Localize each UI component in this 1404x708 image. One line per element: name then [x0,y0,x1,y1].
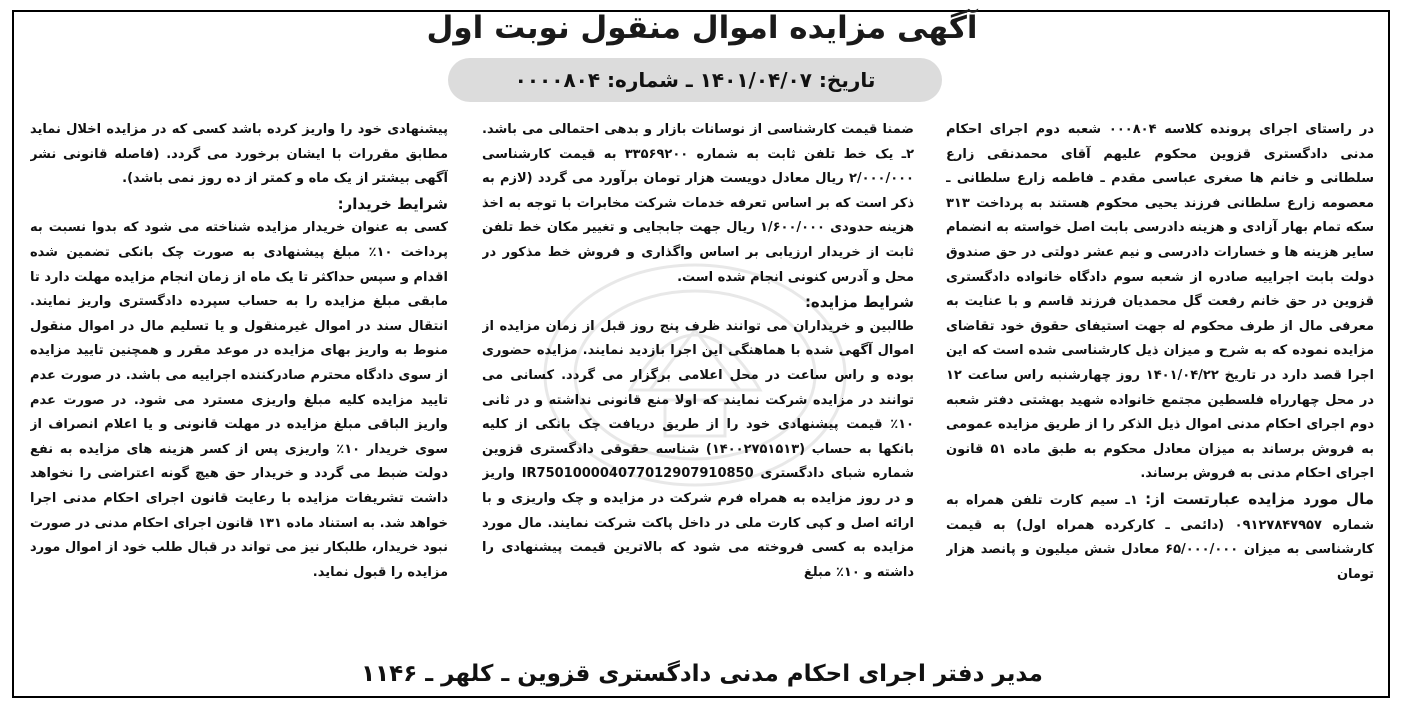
auction-item-paragraph [946,487,1374,587]
auction-item-heading: مال مورد مزایده عبارتست از: [1145,489,1374,508]
page-title: آگهی مزایده اموال منقول نوبت اول [426,10,978,46]
column-middle [482,118,914,650]
intro-paragraph: در راستای اجرای پرونده کلاسه ۰۰۰۸۰۴ شعبه دوم اجرای احکام مدنی دادگستری قزوین محکوم علیهم آقای محمدنقی زارع سلطانی و خانم ها صغری عباسی مقدم ـ فاطمه زارع سلطانی ـ معصومه زارع سلطانی فرزند یحیی محکوم هستند به پرداخت ۳۱۳ سکه تمام بهار آزادی و هزینه دادرسی بابت اصل خواسته به انضمام سایر هزینه ها و خسارات دادرسی و نیم عشر دولتی در حق صندوق دولت بابت اجراییه صادره از شعبه سوم دادگاه خانواده دادگستری قزوین در حق خانم رفعت گل محمدیان فرزند قاسم و با عنایت به معرفی مال از طرف محکوم له جهت استیفای حقوق خود تقاضای مزایده نموده که به شرح و میزان ذیل کارشناسی شده است که این اجرا قصد دارد در تاریخ ۱۴۰۱/۰۴/۲۲ روز چهارشنبه راس ساعت ۱۲ در محل چهارراه فلسطین مجتمع خانواده شهید بهشتی دفتر شعبه دوم اجرای احکام مدنی اموال ذیل الذکر را از طریق مزایده عمومی به فروش برساند به میزان معادل محکوم به طبق ماده ۵۱ قانون اجرای احکام مدنی به فروش برساند. [946,122,1374,482]
buyer-conditions-heading: شرایط خریدار: [337,194,448,213]
auction-item-text: ۱ـ سیم کارت تلفن همراه به شماره ۰۹۱۲۷۸۴۷۹۵۷ (دائمی ـ کارکرده همراه اول) به قیمت کارشناسی به میزان ۶۵/۰۰۰/۰۰۰ معادل شش میلیون و پانصد هزار تومان [946,492,1374,582]
footer-signature: مدیر دفتر اجرای احکام مدنی دادگستری قزوین ـ کلهر ـ ۱۱۴۶ [361,661,1043,687]
buyer-conditions-paragraph: کسی به عنوان خریدار مزایده شناخته می شود که بدوا نسبت به پرداخت ۱۰٪ مبلغ پیشنهادی به صورت چک بانکی تضمین شده اقدام و سپس حداکثر تا یک ماه از زمان انجام مزایده مهلت دارد تا مابقی مبلغ مزایده را به حساب سپرده دادگستری واریز نمایند. انتقال سند در اموال غیرمنقول و یا تسلیم مال در اموال منقول منوط به واریز بهای مزایده در موعد مقرر و همچنین تایید مزایده از سوی دادگاه محترم صادرکننده اجراییه می باشد. در صورت عدم تایید مزایده کلیه مبلغ واریزی مسترد می شود. در صورت عدم واریز الباقی مبلغ مزایده در مهلت قانونی و یا اعلام انصراف از سوی خریدار ۱۰٪ واریزی پس از کسر هزینه های مزایده به نفع دولت ضبط می گردد و خریدار حق هیچ گونه اعتراضی را نخواهد داشت تشریفات مزایده با رعایت قانون اجرای احکام مدنی اجرا خواهد شد. به استناد ماده ۱۳۱ قانون اجرای احکام مدنی در صورت نبود خریدار، طلبکار نیز می تواند در قبال طلب خود از اموال مورد مزایده را قبول نماید. [30,220,448,580]
conditions-text-part-2: واریز و در روز مزایده به همراه فرم شرکت در مزایده و چک واریزی و با ارائه اصل و کپی کارت ملی در داخل پاکت شرکت نمایند. مال مورد مزایده به کسی فروخته می شود که بالاترین قیمت پیشنهادی را داشته و ۱۰٪ مبلغ [482,466,914,580]
column-right [946,118,1374,650]
date-number-banner: تاریخ: ۱۴۰۱/۰۴/۰۷ ـ شماره: ۰۰۰۰۸۰۴ [448,58,942,102]
auction-conditions-heading: شرایط مزایده: [804,293,914,312]
iban-number: IR750100004077012907910850 [521,466,754,482]
conditions-text-part-1: طالبین و خریداران می توانند ظرف پنج روز قبل از زمان مزایده از اموال آگهی شده با هماهنگی این اجرا بازدید نمایند. مزایده حضوری بوده و راس ساعت در محل اعلامی برگزار می گردد. کسانی می توانند در مزایده شرکت نمایند که اولا منع قانونی نداشته و در ثانی ۱۰٪ قیمت پیشنهادی خود را از طریق دریافت چک بانکی از کلیه بانکها به حساب (۱۴۰۰۲۷۵۱۵۱۳) شناسه حقوقی دادگستری قزوین شماره شبای دادگستری [482,318,914,482]
continuation-paragraph: پیشنهادی خود را واریز کرده باشد کسی که در مزایده اخلال نماید مطابق مقررات با ایشان برخورد می گردد. (فاصله قانونی نشر آگهی بیشتر از یک ماه و کمتر از ده روز نمی باشد). [30,122,448,187]
auction-conditions-paragraph [482,315,914,586]
item-details-paragraph: ضمنا قیمت کارشناسی از نوسانات بازار و بدهی احتمالی می باشد. ۲ـ یک خط تلفن ثابت به شماره ۳۳۵۶۹۲۰۰ به قیمت کارشناسی ۲/۰۰۰/۰۰۰ ریال معادل دویست هزار تومان برآورد می گردد (لازم به ذکر است که بر اساس تعرفه خدمات شرکت مخابرات با توجه به اخذ هزینه حدودی ۱/۶۰۰/۰۰۰ ریال جهت جابجایی و تغییر مکان خط تلفن ثابت از خریدار ارزیابی بر اساس واگذاری و فروش خط مذکور در محل و آدرس کنونی انجام شده است. [482,122,914,285]
column-left [30,118,448,650]
